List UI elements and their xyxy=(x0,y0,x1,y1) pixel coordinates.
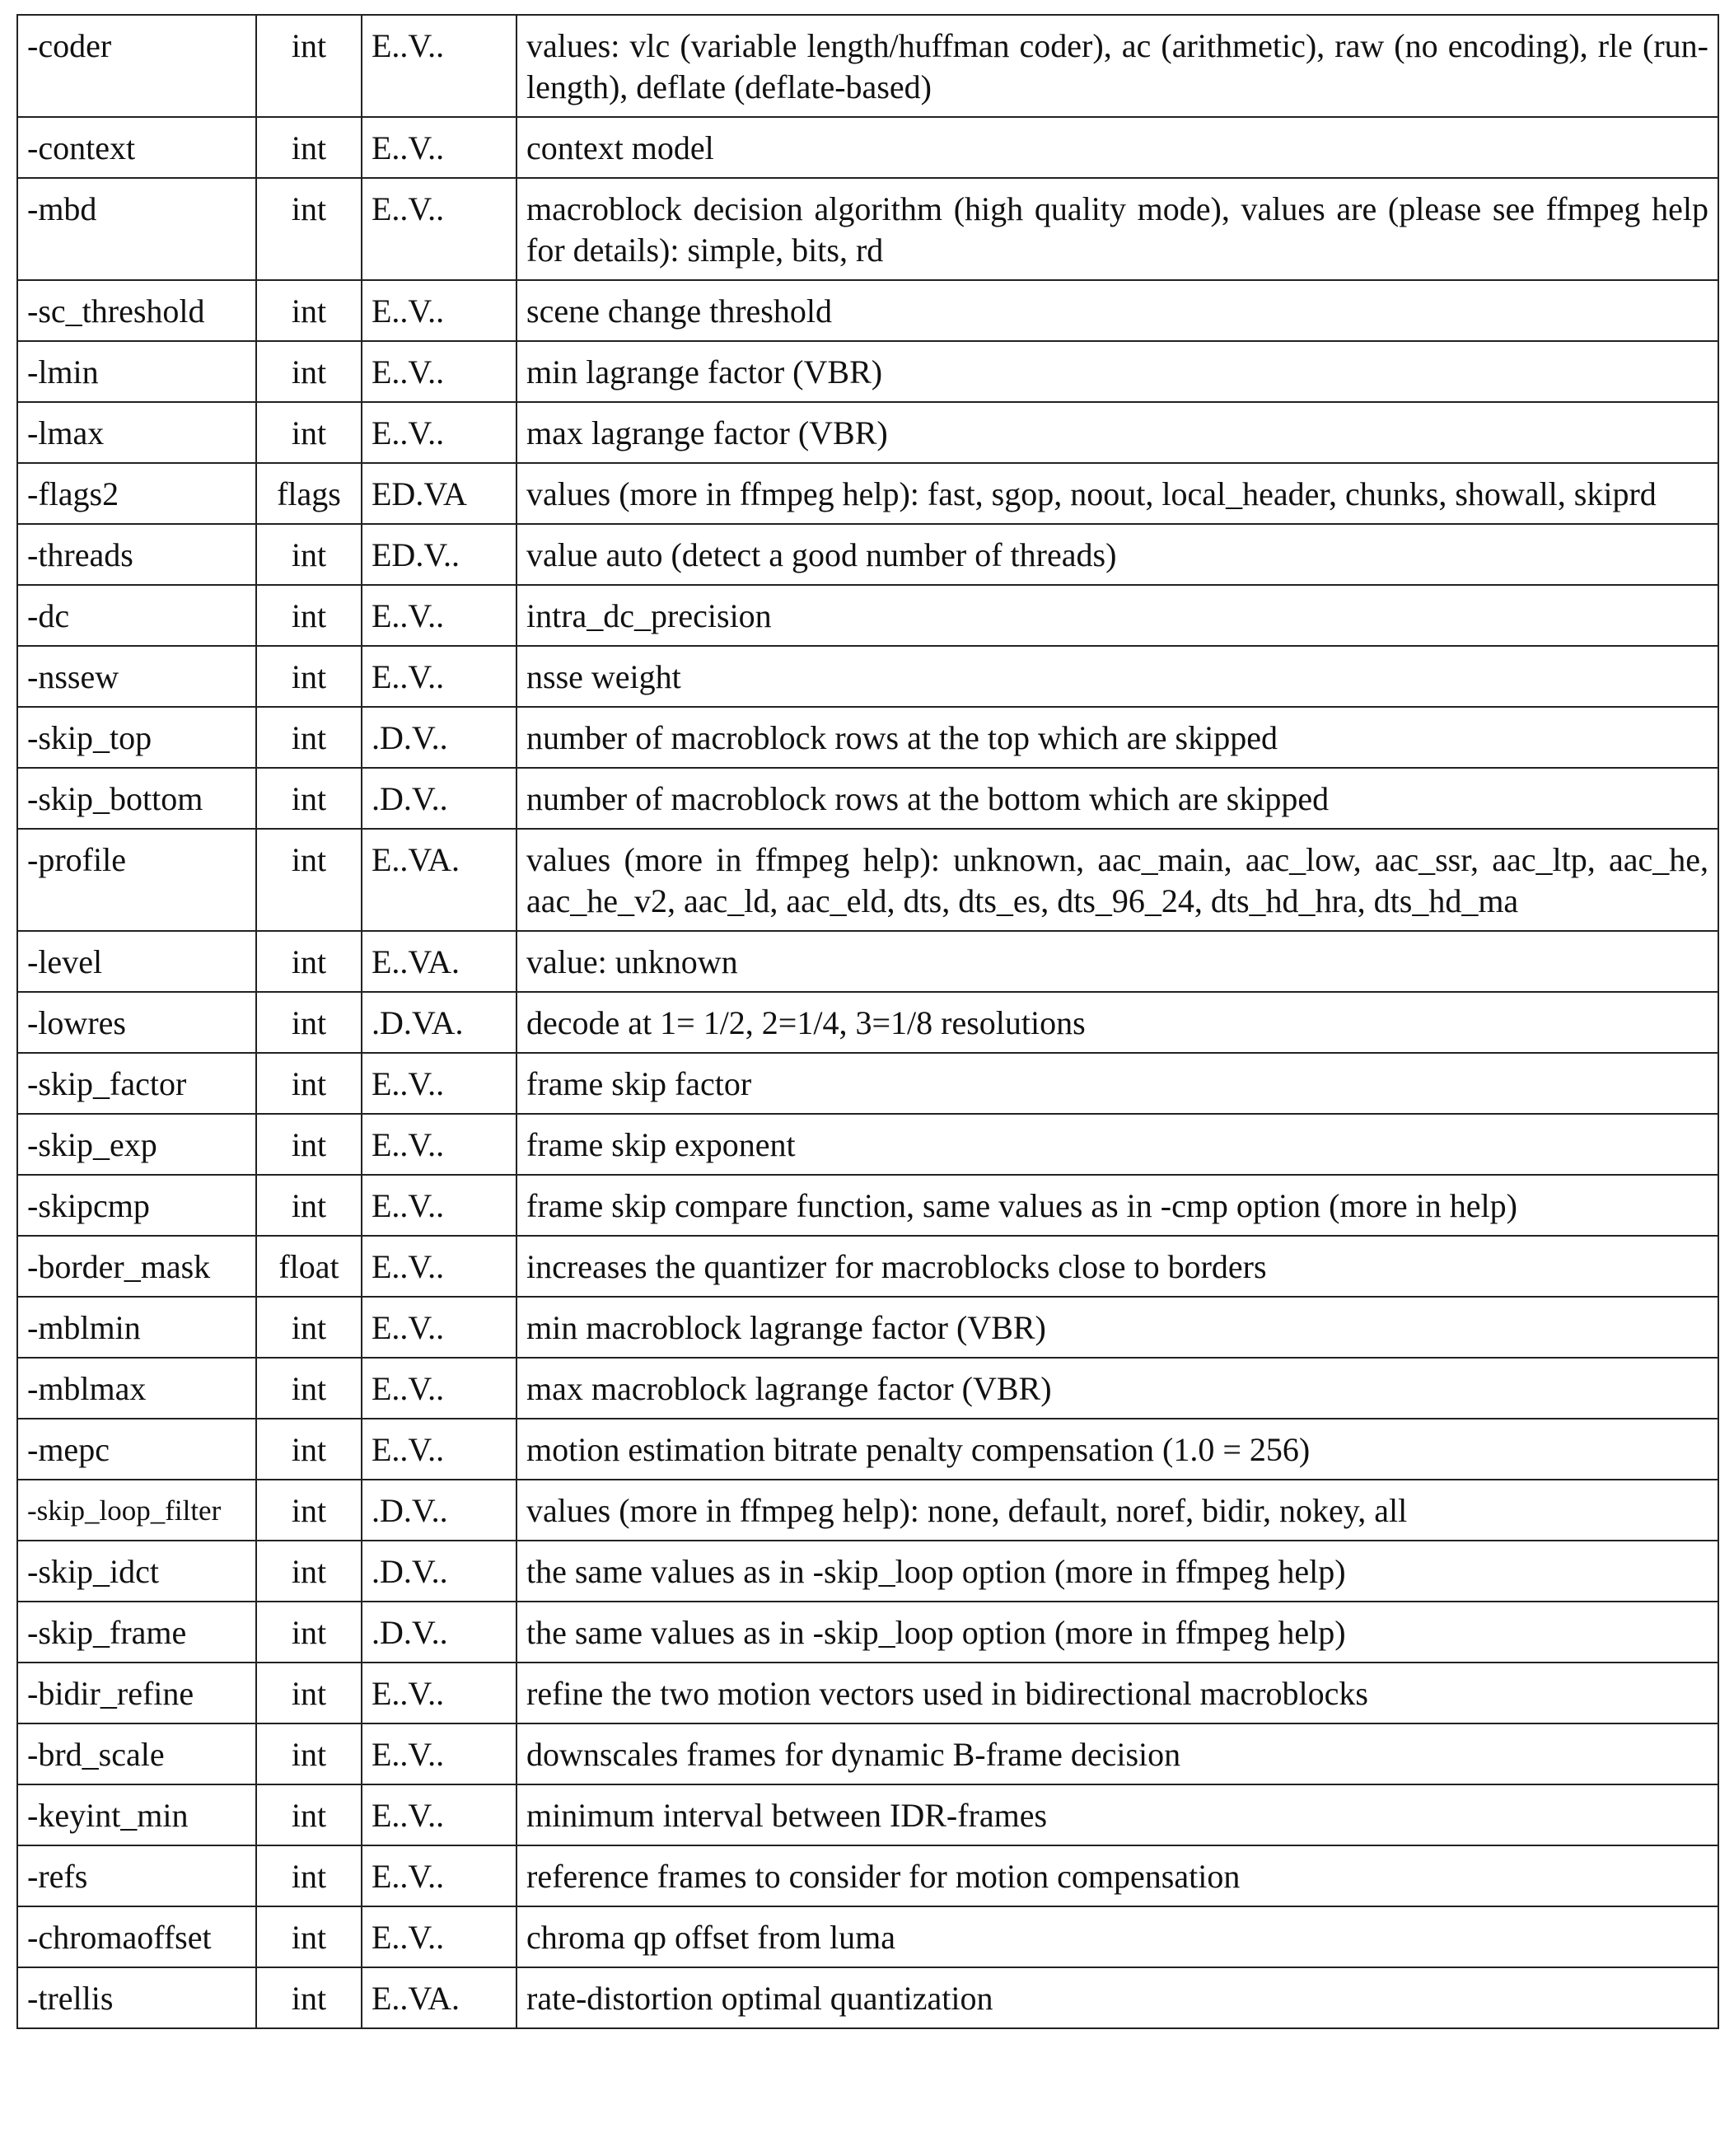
option-type-cell: int xyxy=(256,1602,362,1663)
option-description-cell: max macroblock lagrange factor (VBR) xyxy=(516,1358,1718,1419)
option-name-cell: -border_mask xyxy=(17,1236,256,1297)
table-row xyxy=(17,992,1718,1053)
option-flags-cell: E..V.. xyxy=(362,1723,516,1784)
option-name-cell: -profile xyxy=(17,829,256,931)
option-name-cell: -bidir_refine xyxy=(17,1663,256,1723)
option-description-cell: values (more in ffmpeg help): none, default, noref, bidir, nokey, all xyxy=(516,1480,1718,1541)
option-flags-cell: E..V.. xyxy=(362,1175,516,1236)
option-name-cell: -mepc xyxy=(17,1419,256,1480)
option-flags-cell: ED.V.. xyxy=(362,524,516,585)
option-name-cell: -sc_threshold xyxy=(17,280,256,341)
option-flags-cell: E..V.. xyxy=(362,280,516,341)
table-row xyxy=(17,15,1718,117)
option-flags-cell: .D.V.. xyxy=(362,768,516,829)
table-row xyxy=(17,463,1718,524)
table-row xyxy=(17,117,1718,178)
option-description-cell: downscales frames for dynamic B-frame decision xyxy=(516,1723,1718,1784)
option-type-cell: int xyxy=(256,1541,362,1602)
option-description-cell: frame skip compare function, same values as in -cmp option (more in help) xyxy=(516,1175,1718,1236)
option-description-cell: reference frames to consider for motion compensation xyxy=(516,1845,1718,1906)
table-row xyxy=(17,1114,1718,1175)
option-type-cell: int xyxy=(256,402,362,463)
option-description-cell: scene change threshold xyxy=(516,280,1718,341)
option-type-cell: int xyxy=(256,1480,362,1541)
table-row xyxy=(17,829,1718,931)
option-flags-cell: E..V.. xyxy=(362,1053,516,1114)
option-description-cell: motion estimation bitrate penalty compensation (1.0 = 256) xyxy=(516,1419,1718,1480)
option-flags-cell: E..V.. xyxy=(362,15,516,117)
option-description-cell: decode at 1= 1/2, 2=1/4, 3=1/8 resolutions xyxy=(516,992,1718,1053)
option-type-cell: int xyxy=(256,1114,362,1175)
option-flags-cell: E..V.. xyxy=(362,1114,516,1175)
option-name-cell: -lmax xyxy=(17,402,256,463)
option-description-cell: the same values as in -skip_loop option (more in ffmpeg help) xyxy=(516,1602,1718,1663)
option-name-cell: -skip_idct xyxy=(17,1541,256,1602)
options-table-body xyxy=(17,15,1718,2028)
option-name-cell: -flags2 xyxy=(17,463,256,524)
option-description-cell: values (more in ffmpeg help): fast, sgop, noout, local_header, chunks, showall, skiprd xyxy=(516,463,1718,524)
option-description-cell: frame skip factor xyxy=(516,1053,1718,1114)
option-name-cell: -skip_factor xyxy=(17,1053,256,1114)
option-type-cell: int xyxy=(256,1358,362,1419)
option-description-cell: max lagrange factor (VBR) xyxy=(516,402,1718,463)
option-description-cell: increases the quantizer for macroblocks close to borders xyxy=(516,1236,1718,1297)
option-description-cell: the same values as in -skip_loop option (more in ffmpeg help) xyxy=(516,1541,1718,1602)
option-name-cell: -skip_top xyxy=(17,707,256,768)
table-row xyxy=(17,1358,1718,1419)
option-name-cell: -context xyxy=(17,117,256,178)
option-type-cell: int xyxy=(256,829,362,931)
option-flags-cell: E..V.. xyxy=(362,341,516,402)
option-type-cell: int xyxy=(256,524,362,585)
option-description-cell: context model xyxy=(516,117,1718,178)
option-type-cell: int xyxy=(256,280,362,341)
option-description-cell: nsse weight xyxy=(516,646,1718,707)
option-name-cell: -skip_bottom xyxy=(17,768,256,829)
option-description-cell: number of macroblock rows at the bottom which are skipped xyxy=(516,768,1718,829)
option-name-cell: -refs xyxy=(17,1845,256,1906)
table-row xyxy=(17,707,1718,768)
option-flags-cell: .D.V.. xyxy=(362,1602,516,1663)
table-row xyxy=(17,1541,1718,1602)
table-row xyxy=(17,768,1718,829)
option-type-cell: int xyxy=(256,1175,362,1236)
option-description-cell: values (more in ffmpeg help): unknown, aac_main, aac_low, aac_ssr, aac_ltp, aac_he, aac_he_v2, aac_ld, aac_eld, dts, dts_es, dts_96_24, dts_hd_hra, dts_hd_ma xyxy=(516,829,1718,931)
option-name-cell: -chromaoffset xyxy=(17,1906,256,1967)
option-description-cell: refine the two motion vectors used in bidirectional macroblocks xyxy=(516,1663,1718,1723)
option-type-cell: int xyxy=(256,707,362,768)
table-row xyxy=(17,1419,1718,1480)
table-row xyxy=(17,178,1718,280)
table-row xyxy=(17,1297,1718,1358)
table-row xyxy=(17,280,1718,341)
option-description-cell: frame skip exponent xyxy=(516,1114,1718,1175)
table-row xyxy=(17,1906,1718,1967)
table-row xyxy=(17,1723,1718,1784)
option-type-cell: int xyxy=(256,1053,362,1114)
option-flags-cell: E..V.. xyxy=(362,1419,516,1480)
option-type-cell: int xyxy=(256,768,362,829)
option-type-cell: int xyxy=(256,15,362,117)
option-description-cell: minimum interval between IDR-frames xyxy=(516,1784,1718,1845)
table-row xyxy=(17,1663,1718,1723)
option-name-cell: -threads xyxy=(17,524,256,585)
table-row xyxy=(17,646,1718,707)
option-flags-cell: E..V.. xyxy=(362,1784,516,1845)
table-row xyxy=(17,1602,1718,1663)
option-description-cell: rate-distortion optimal quantization xyxy=(516,1967,1718,2028)
option-name-cell: -mblmax xyxy=(17,1358,256,1419)
option-type-cell: int xyxy=(256,992,362,1053)
option-name-cell: -mblmin xyxy=(17,1297,256,1358)
option-name-cell: -mbd xyxy=(17,178,256,280)
table-row xyxy=(17,1175,1718,1236)
option-description-cell: number of macroblock rows at the top which are skipped xyxy=(516,707,1718,768)
option-flags-cell: E..V.. xyxy=(362,1297,516,1358)
option-name-cell: -skipcmp xyxy=(17,1175,256,1236)
option-description-cell: chroma qp offset from luma xyxy=(516,1906,1718,1967)
option-description-cell: macroblock decision algorithm (high quality mode), values are (please see ffmpeg help for details): simple, bits, rd xyxy=(516,178,1718,280)
option-flags-cell: E..VA. xyxy=(362,829,516,931)
option-description-cell: value auto (detect a good number of threads) xyxy=(516,524,1718,585)
option-flags-cell: E..V.. xyxy=(362,402,516,463)
option-description-cell: intra_dc_precision xyxy=(516,585,1718,646)
option-flags-cell: E..V.. xyxy=(362,646,516,707)
option-flags-cell: E..V.. xyxy=(362,1358,516,1419)
table-row xyxy=(17,1236,1718,1297)
option-type-cell: int xyxy=(256,931,362,992)
table-row xyxy=(17,1480,1718,1541)
option-flags-cell: E..VA. xyxy=(362,931,516,992)
option-flags-cell: ED.VA xyxy=(362,463,516,524)
table-row xyxy=(17,524,1718,585)
option-name-cell: -nssew xyxy=(17,646,256,707)
option-name-cell: -skip_frame xyxy=(17,1602,256,1663)
option-type-cell: int xyxy=(256,1906,362,1967)
option-type-cell: int xyxy=(256,1419,362,1480)
option-flags-cell: .D.V.. xyxy=(362,707,516,768)
option-type-cell: int xyxy=(256,341,362,402)
option-flags-cell: .D.V.. xyxy=(362,1480,516,1541)
option-name-cell: -keyint_min xyxy=(17,1784,256,1845)
options-table xyxy=(16,14,1719,2029)
option-type-cell: int xyxy=(256,585,362,646)
option-name-cell: -brd_scale xyxy=(17,1723,256,1784)
option-flags-cell: E..V.. xyxy=(362,1663,516,1723)
option-type-cell: float xyxy=(256,1236,362,1297)
option-name-cell: -skip_loop_filter xyxy=(17,1480,256,1541)
option-type-cell: int xyxy=(256,1845,362,1906)
option-flags-cell: .D.VA. xyxy=(362,992,516,1053)
option-name-cell: -level xyxy=(17,931,256,992)
option-type-cell: int xyxy=(256,646,362,707)
option-type-cell: flags xyxy=(256,463,362,524)
option-flags-cell: E..V.. xyxy=(362,585,516,646)
option-flags-cell: E..V.. xyxy=(362,1845,516,1906)
option-name-cell: -dc xyxy=(17,585,256,646)
option-flags-cell: E..V.. xyxy=(362,117,516,178)
option-name-cell: -skip_exp xyxy=(17,1114,256,1175)
option-type-cell: int xyxy=(256,1663,362,1723)
table-row xyxy=(17,1784,1718,1845)
option-type-cell: int xyxy=(256,1723,362,1784)
option-type-cell: int xyxy=(256,1297,362,1358)
table-row xyxy=(17,1967,1718,2028)
option-type-cell: int xyxy=(256,1967,362,2028)
option-flags-cell: E..V.. xyxy=(362,178,516,280)
option-description-cell: min macroblock lagrange factor (VBR) xyxy=(516,1297,1718,1358)
table-row xyxy=(17,585,1718,646)
option-description-cell: min lagrange factor (VBR) xyxy=(516,341,1718,402)
option-type-cell: int xyxy=(256,117,362,178)
option-name-cell: -lowres xyxy=(17,992,256,1053)
option-flags-cell: E..VA. xyxy=(362,1967,516,2028)
table-row xyxy=(17,1053,1718,1114)
table-row xyxy=(17,1845,1718,1906)
option-flags-cell: E..V.. xyxy=(362,1906,516,1967)
option-description-cell: values: vlc (variable length/huffman coder), ac (arithmetic), raw (no encoding), rle (run-length), deflate (deflate-based) xyxy=(516,15,1718,117)
option-flags-cell: E..V.. xyxy=(362,1236,516,1297)
option-type-cell: int xyxy=(256,1784,362,1845)
option-name-cell: -coder xyxy=(17,15,256,117)
option-name-cell: -lmin xyxy=(17,341,256,402)
option-description-cell: value: unknown xyxy=(516,931,1718,992)
option-flags-cell: .D.V.. xyxy=(362,1541,516,1602)
option-type-cell: int xyxy=(256,178,362,280)
table-row xyxy=(17,341,1718,402)
option-name-cell: -trellis xyxy=(17,1967,256,2028)
table-row xyxy=(17,402,1718,463)
table-row xyxy=(17,931,1718,992)
